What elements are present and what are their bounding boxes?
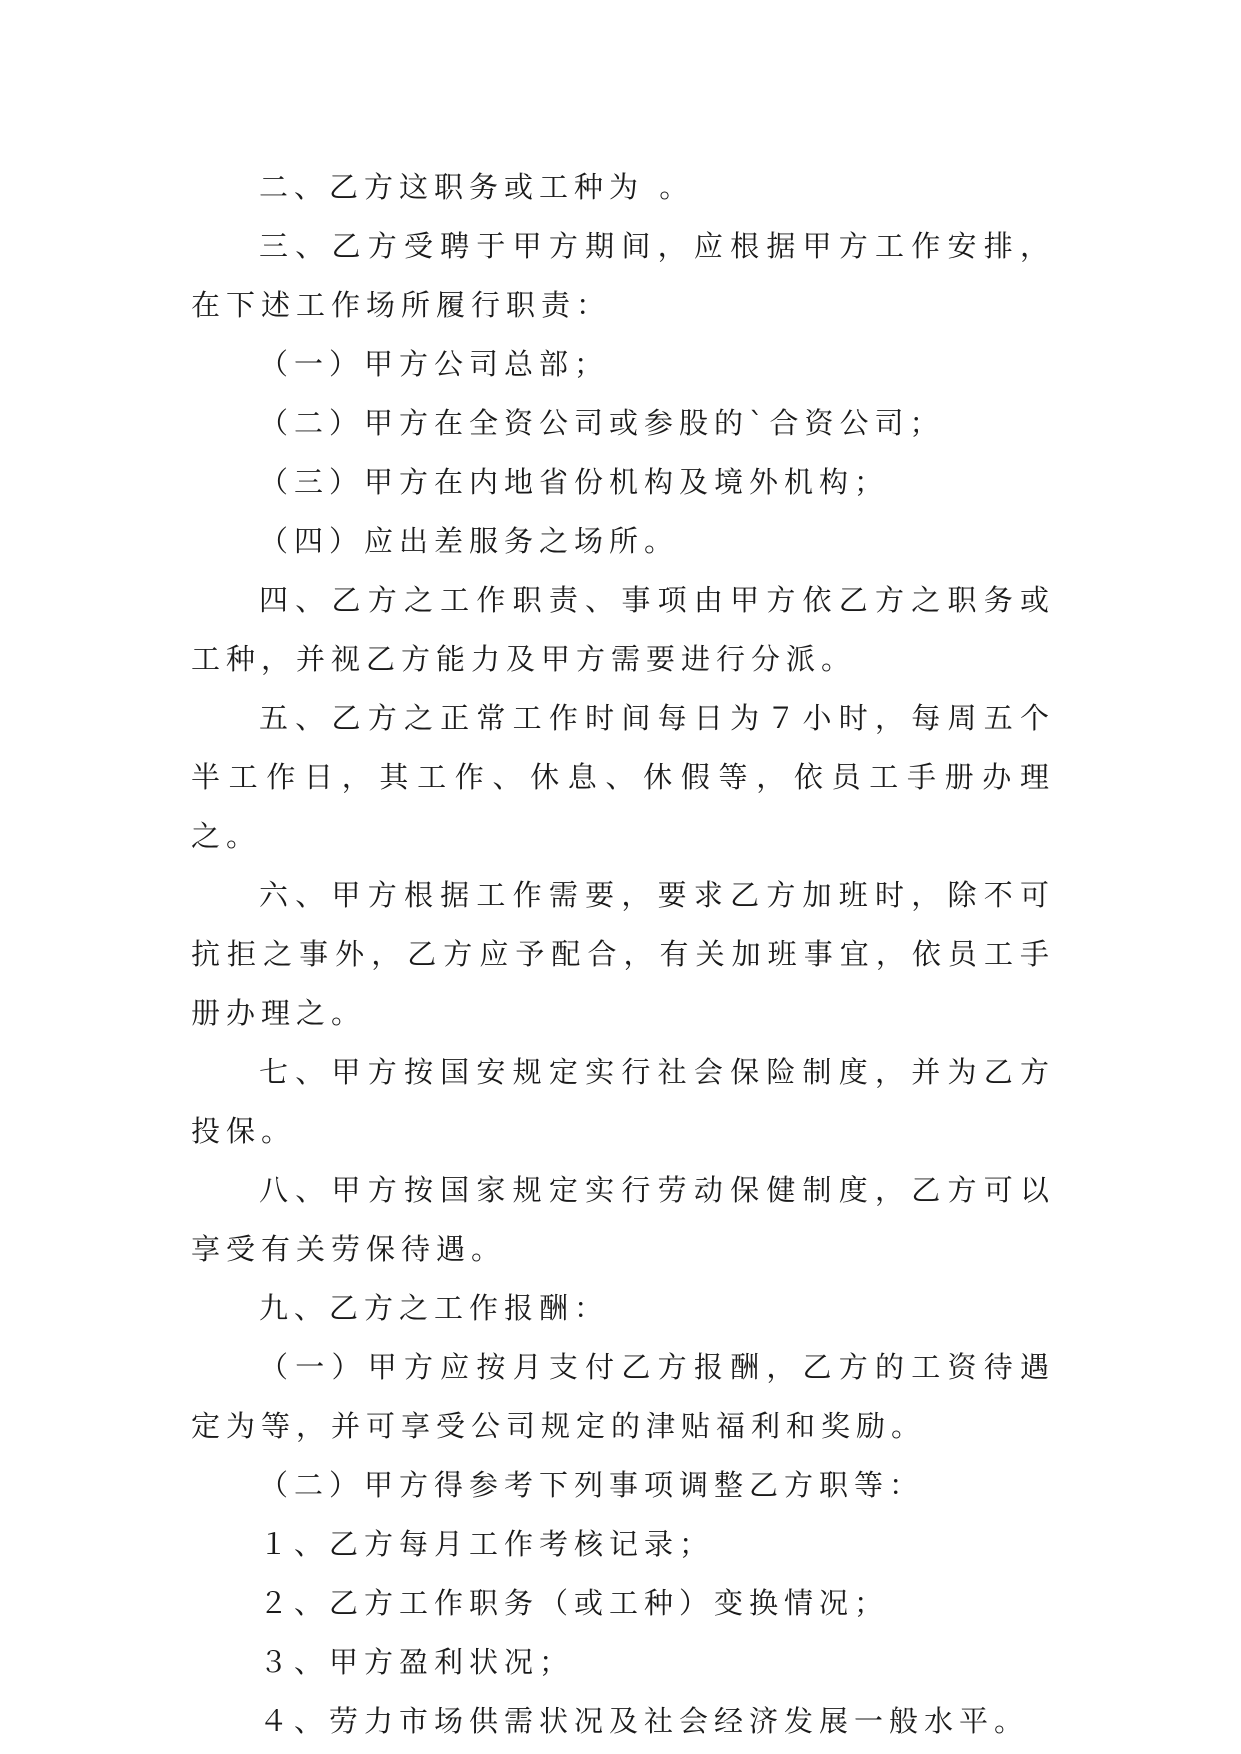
adjust-factor-4: ４、劳力市场供需状况及社会经济发展一般水平。 xyxy=(259,1704,1030,1738)
clause-6: 六、甲方根据工作需要，要求乙方加班时，除不可抗拒之事外，乙方应予配合，有关加班事宜，依员工手册办理之。 xyxy=(191,878,1055,1030)
clause-8: 八、甲方按国家规定实行劳动保健制度，乙方可以享受有关劳保待遇。 xyxy=(191,1173,1055,1266)
clause-3: 三、乙方受聘于甲方期间，应根据甲方工作安排，在下述工作场所履行职责： xyxy=(191,229,1055,322)
clause-9-item-2: （二）甲方得参考下列事项调整乙方职等： xyxy=(259,1468,925,1502)
clause-9-item-1: （一）甲方应按月支付乙方报酬，乙方的工资待遇定为等，并可享受公司规定的津贴福利和奖励。 xyxy=(191,1350,1055,1443)
clause-7: 七、甲方按国安规定实行社会保险制度，并为乙方投保。 xyxy=(191,1055,1055,1148)
clause-3-item-1: （一）甲方公司总部； xyxy=(259,347,610,381)
adjust-factor-1: １、乙方每月工作考核记录； xyxy=(259,1527,715,1561)
clause-5: 五、乙方之正常工作时间每日为７小时，每周五个半工作日，其工作、休息、休假等，依员工手册办理之。 xyxy=(191,701,1055,853)
clause-2: 二、乙方这职务或工种为 。 xyxy=(259,170,695,204)
clause-3-item-3: （三）甲方在内地省份机构及境外机构； xyxy=(259,465,890,499)
adjust-factor-2: ２、乙方工作职务（或工种）变换情况； xyxy=(259,1586,890,1620)
clause-4: 四、乙方之工作职责、事项由甲方依乙方之职务或工种，并视乙方能力及甲方需要进行分派。 xyxy=(191,583,1055,676)
adjust-factor-3: ３、甲方盈利状况； xyxy=(259,1645,575,1679)
clause-3-item-2: （二）甲方在全资公司或参股的`合资公司； xyxy=(259,406,945,440)
document-body xyxy=(191,158,1055,1751)
clause-3-item-4: （四）应出差服务之场所。 xyxy=(259,524,680,558)
clause-9: 九、乙方之工作报酬： xyxy=(259,1291,610,1325)
